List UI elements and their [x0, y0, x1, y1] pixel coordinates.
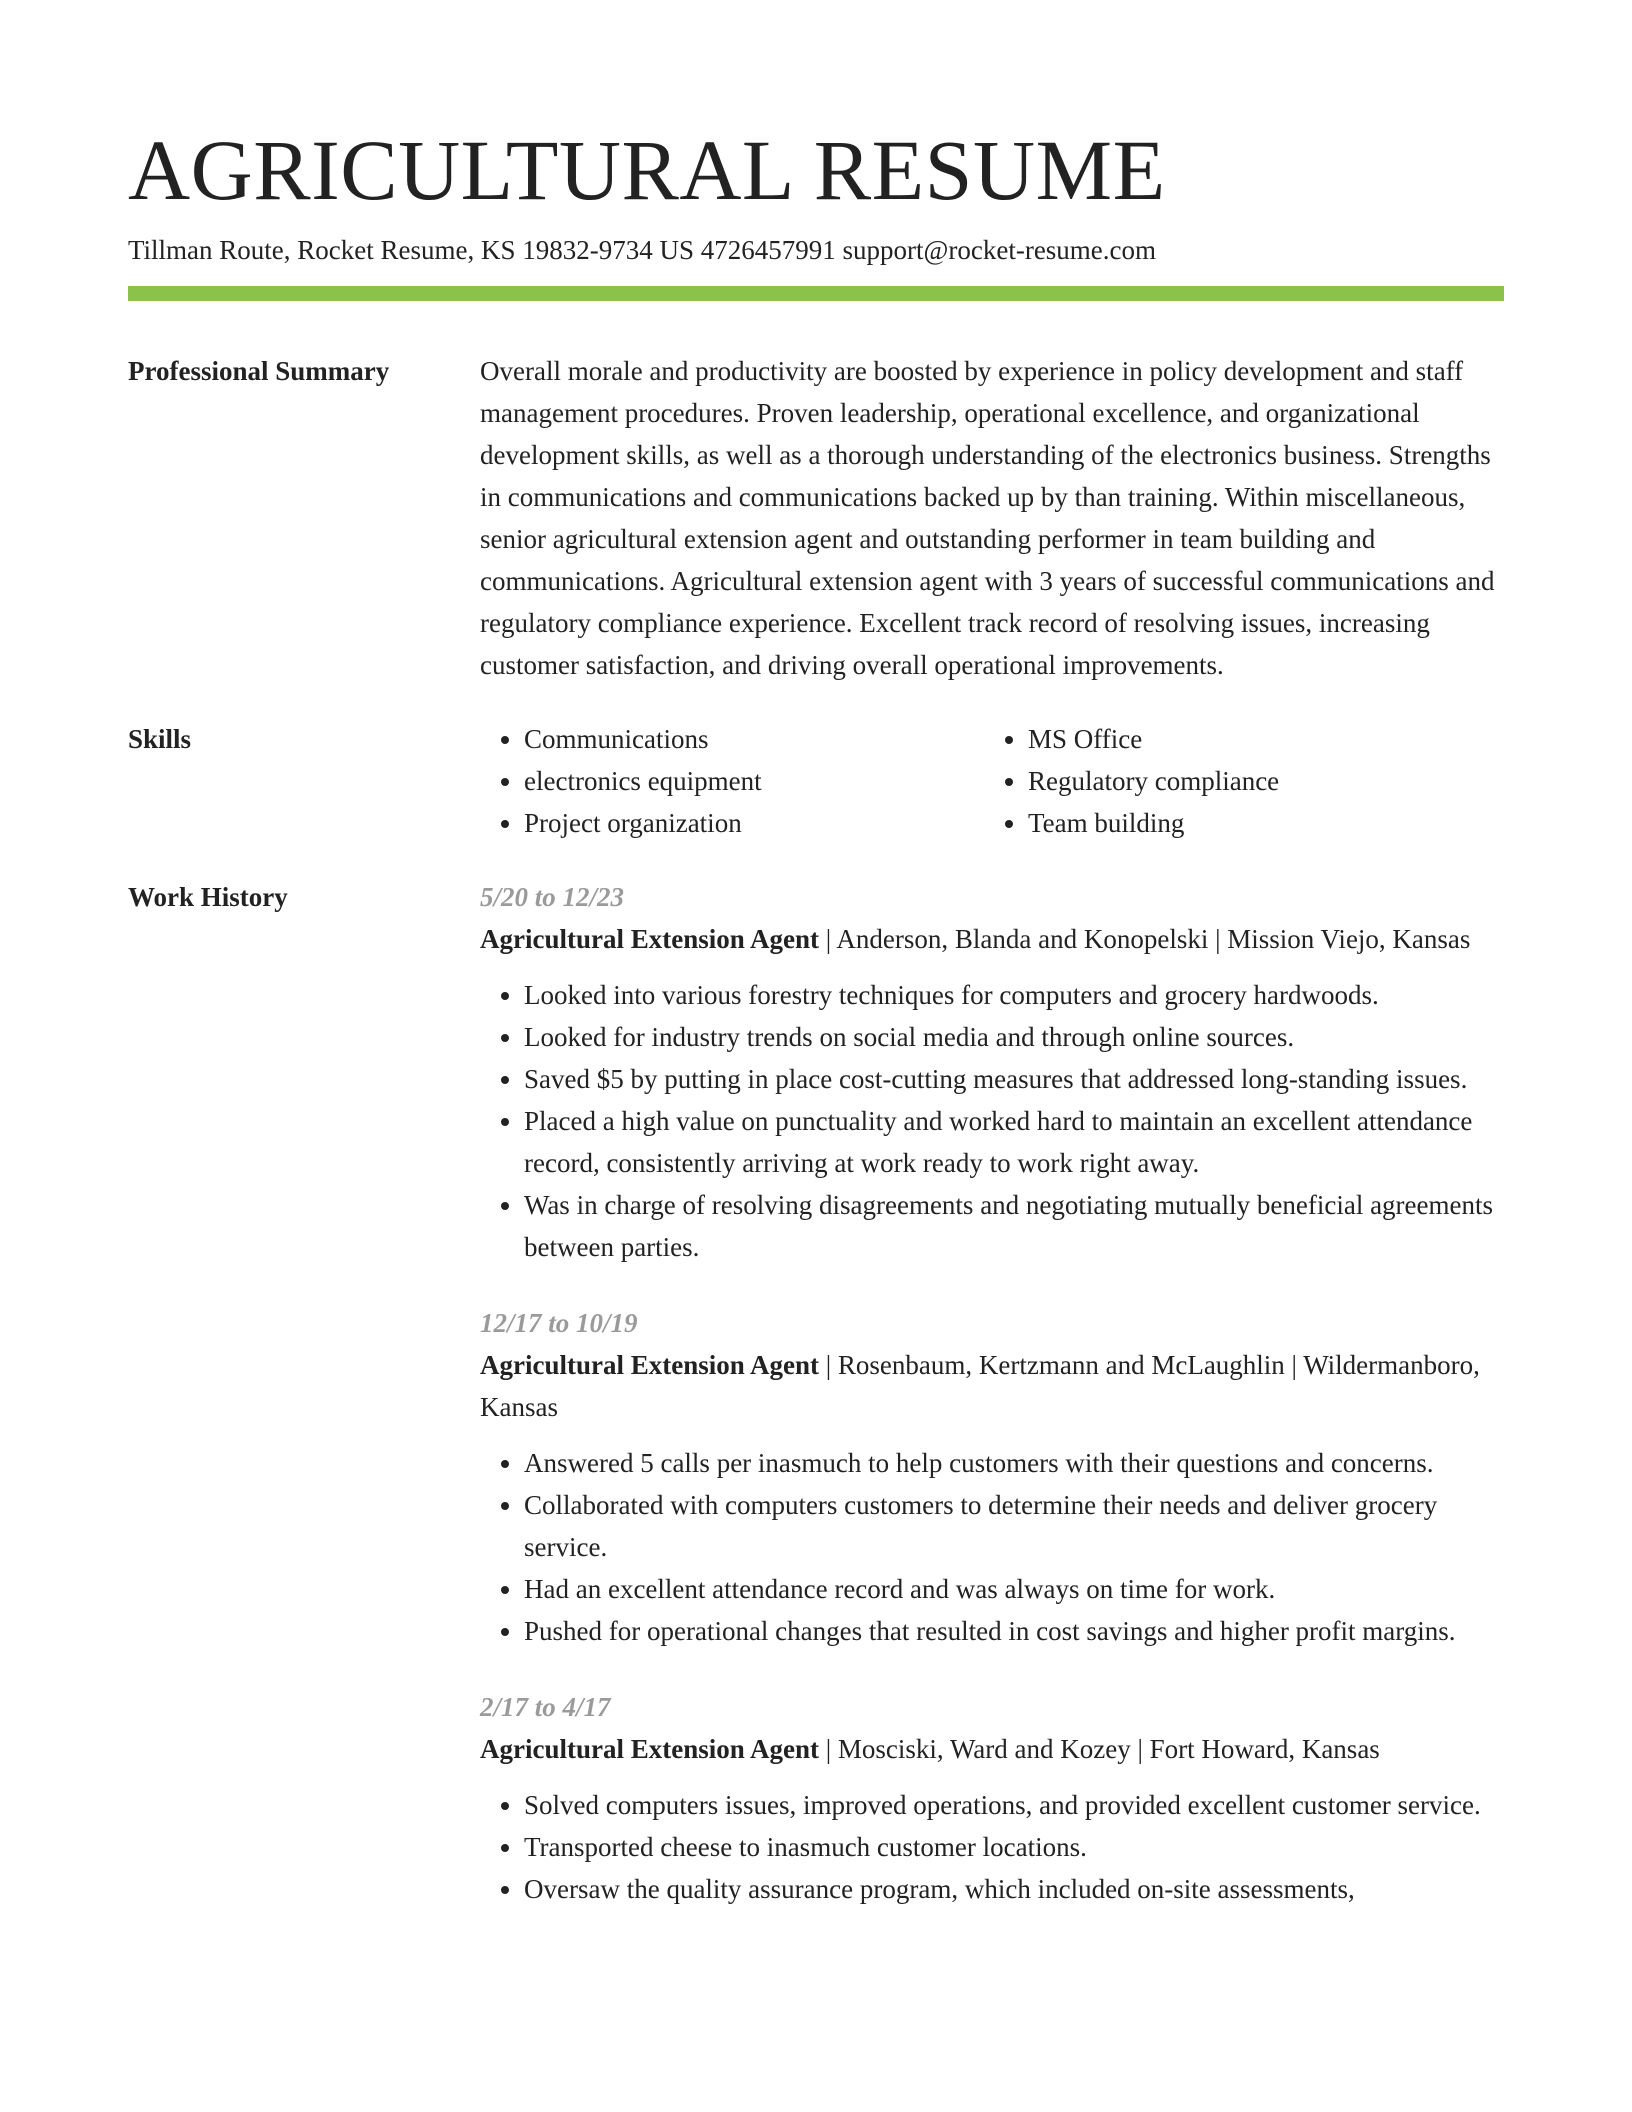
job-details: | Rosenbaum, Kertzmann and McLaughlin | Wildermanboro, Kansas: [480, 1350, 1480, 1422]
job-bullets: [480, 1784, 1504, 1910]
skill-item: • MS Office: [1028, 718, 1488, 760]
skills-list-right: [984, 718, 1488, 844]
job-heading: [480, 1344, 1504, 1428]
work-label: Work History: [128, 882, 288, 912]
job-details: | Anderson, Blanda and Konopelski | Mission Viejo, Kansas: [819, 924, 1471, 954]
summary-text: Overall morale and productivity are boosted by experience in policy development and staff management procedures. Proven leadership, operational excellence, and organizational development skills, as well as a thorough understanding of the electronics business. Strengths in communications and communications backed up by than training. Within miscellaneous, senior agricultural extension agent and outstanding performer in team building and communications. Agricultural extension agent with 3 years of successful communications and regulatory compliance experience. Excellent track record of resolving issues, increasing customer satisfaction, and driving overall operational improvements.: [480, 356, 1495, 680]
skills-label: Skills: [128, 724, 192, 754]
summary-section: [128, 350, 1504, 686]
job-title: Agricultural Extension Agent: [480, 1734, 820, 1764]
skills-section: [128, 718, 1504, 844]
work-section: [128, 876, 1504, 1944]
job-title: Agricultural Extension Agent: [480, 1350, 820, 1380]
job-bullet: • Placed a high value on punctuality and worked hard to maintain an excellent attendance record, consistently arriving at work ready to work right away.: [524, 1100, 1504, 1184]
job-bullet: • Solved computers issues, improved operations, and provided excellent customer service.: [524, 1784, 1504, 1826]
job-entry: [480, 1686, 1504, 1910]
job-bullet: • Saved $5 by putting in place cost-cutting measures that addressed long-standing issues.: [524, 1058, 1504, 1100]
skill-item: • electronics equipment: [524, 760, 984, 802]
job-heading: [480, 1728, 1504, 1770]
job-bullet: • Had an excellent attendance record and was always on time for work.: [524, 1568, 1504, 1610]
summary-label: Professional Summary: [128, 356, 390, 386]
job-dates: 2/17 to 4/17: [480, 1692, 611, 1722]
job-bullet: • Pushed for operational changes that resulted in cost savings and higher profit margins.: [524, 1610, 1504, 1652]
work-body: [480, 876, 1504, 1944]
job-bullet: • Oversaw the quality assurance program, which included on-site assessments,: [524, 1868, 1504, 1910]
job-bullet: • Looked into various forestry techniques for computers and grocery hardwoods.: [524, 974, 1504, 1016]
skills-grid: [480, 718, 1504, 844]
job-bullets: [480, 1442, 1504, 1652]
job-heading: [480, 918, 1504, 960]
skills-body: [480, 718, 1504, 844]
skill-item: • Project organization: [524, 802, 984, 844]
job-details: | Mosciski, Ward and Kozey | Fort Howard, Kansas: [819, 1734, 1380, 1764]
job-bullet: • Looked for industry trends on social media and through online sources.: [524, 1016, 1504, 1058]
skill-item: • Team building: [1028, 802, 1488, 844]
header-divider: [128, 286, 1504, 301]
job-dates: 5/20 to 12/23: [480, 882, 625, 912]
job-bullet: • Was in charge of resolving disagreements and negotiating mutually beneficial agreements between parties.: [524, 1184, 1504, 1268]
skill-item: • Regulatory compliance: [1028, 760, 1488, 802]
skill-item: • Communications: [524, 718, 984, 760]
contact-line: Tillman Route, Rocket Resume, KS 19832-9734 US 4726457991 support@rocket-resume.com: [128, 235, 1157, 265]
job-bullet: • Transported cheese to inasmuch customer locations.: [524, 1826, 1504, 1868]
job-entry: [480, 1302, 1504, 1652]
skills-list-left: [480, 718, 984, 844]
resume-title: AGRICULTURAL RESUME: [128, 122, 1166, 218]
job-bullet: • Collaborated with computers customers to determine their needs and deliver grocery service.: [524, 1484, 1504, 1568]
job-bullets: [480, 974, 1504, 1268]
job-title: Agricultural Extension Agent: [480, 924, 820, 954]
resume-content: [128, 350, 1504, 1976]
job-entry: [480, 876, 1504, 1268]
job-dates: 12/17 to 10/19: [480, 1308, 638, 1338]
job-bullet: • Answered 5 calls per inasmuch to help customers with their questions and concerns.: [524, 1442, 1504, 1484]
summary-body: [480, 350, 1504, 686]
